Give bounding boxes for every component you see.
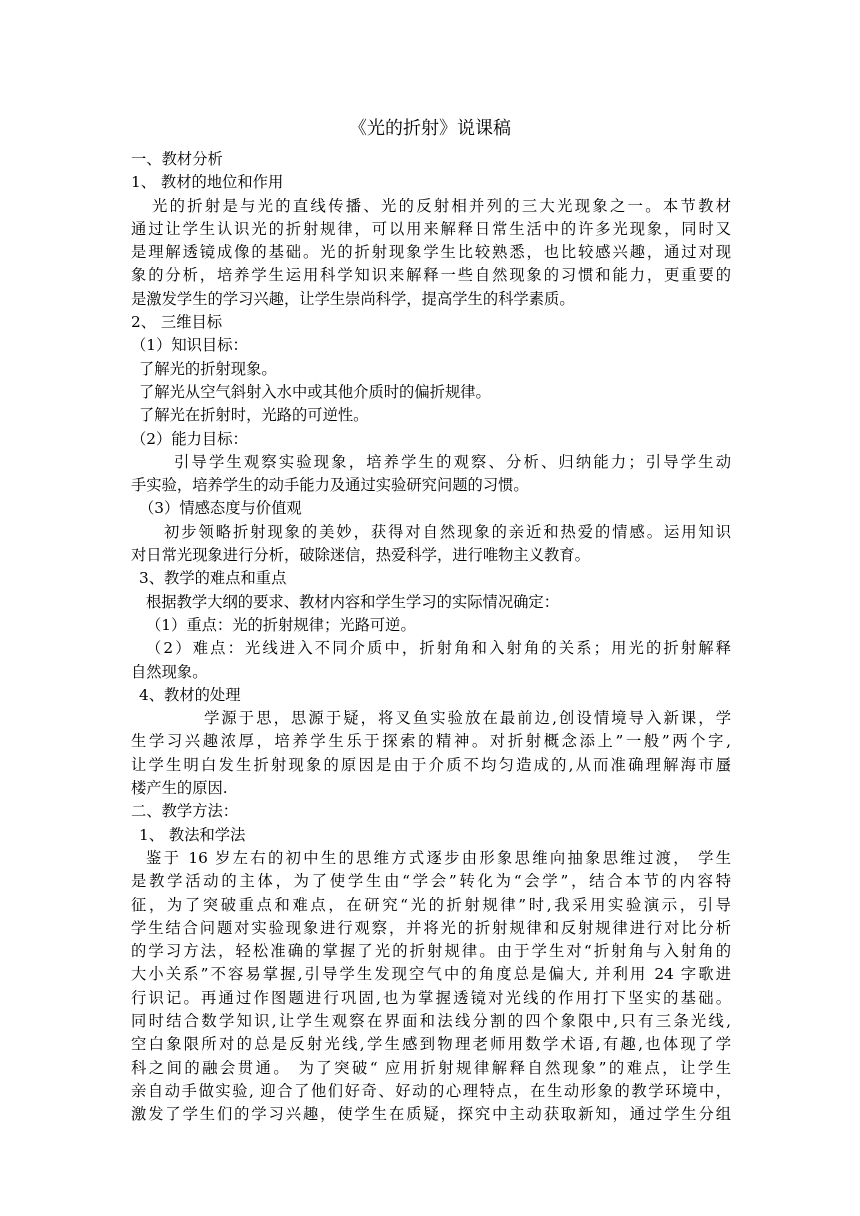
body-line: 一、教材分析 — [131, 150, 223, 168]
body-line: （1）重点：光的折射规律；光路可逆。 — [146, 615, 416, 634]
body-line: 引导学生观察实验现象，培养学生的观察、分析、归纳能力；引导学生动 — [174, 452, 731, 471]
document-body — [131, 148, 731, 1126]
body-line: 根据教学大纲的要求、教材内容和学生学习的实际情况确定： — [146, 592, 560, 611]
body-line: 1、 教法和学法 — [139, 825, 246, 844]
body-line: 光的折射是与光的直线传播、光的反射相并列的三大光现象之一。本节教材 — [152, 196, 731, 215]
body-line: 大小关系”不容易掌握,引导学生发现空气中的角度总是偏大, 并利用 24 字歌进 — [131, 965, 731, 984]
document-title: 《光的折射》说课稿 — [349, 118, 511, 139]
body-line: 自然现象。 — [131, 662, 208, 681]
body-line: 了解光的折射现象。 — [139, 359, 277, 378]
body-line: 学生结合问题对实验现象进行观察，并将光的折射规律和反射规律进行对比分析 — [131, 918, 731, 937]
body-line: 楼产生的原因. — [131, 779, 228, 798]
body-line: 激发了学生们的学习兴趣，使学生在质疑，探究中主动获取新知，通过学生分组 — [131, 1105, 731, 1124]
body-line: 征，为了突破重点和难点，在研究“光的折射规律”时,我采用实验演示，引导 — [131, 895, 731, 914]
body-line: 学源于思，思源于疑，将叉鱼实验放在最前边,创设情境导入新课，学 — [204, 709, 731, 728]
body-line: 鉴于 16 岁左右的初中生的思维方式逐步由形象思维向抽象思维过渡， 学生 — [146, 848, 731, 867]
body-line: 3、教学的难点和重点 — [139, 569, 287, 588]
body-line: 是教学活动的主体，为了使学生由“学会”转化为“会学”，结合本节的内容特 — [131, 872, 731, 891]
body-line: 让学生明白发生折射现象的原因是由于介质不均匀造成的,从而准确理解海市蜃 — [131, 755, 731, 774]
body-line: 通过让学生认识光的折射规律，可以用来解释日常生活中的许多光现象，同时又 — [131, 219, 731, 238]
body-line: 了解光在折射时，光路的可逆性。 — [139, 406, 369, 425]
body-line: 象的分析，培养学生运用科学知识来解释一些自然现象的习惯和能力，更重要的 — [131, 266, 731, 285]
body-line: 二、教学方法： — [131, 802, 239, 821]
body-line: 亲自动手做实验, 迎合了他们好奇、好动的心理特点，在生动形象的教学环境中， — [131, 1081, 731, 1100]
body-line: 空白象限所对的总是反射光线,学生感到物理老师用数学术语,有趣,也体现了学 — [131, 1035, 731, 1054]
body-line: 了解光从空气斜射入水中或其他介质时的偏折规律。 — [139, 382, 491, 401]
body-line: 对日常光现象进行分析，破除迷信，热爱科学，进行唯物主义教育。 — [131, 546, 590, 565]
body-line: （3）情感态度与价值观 — [139, 499, 302, 518]
body-line: 是激发学生的学习兴趣，让学生崇尚科学，提高学生的科学素质。 — [131, 289, 575, 308]
body-line: 生学习兴趣浓厚，培养学生乐于探索的精神。对折射概念添上”一般”两个字, — [131, 732, 731, 751]
body-line: 的学习方法，轻松准确的掌握了光的折射规律。由于学生对“折射角与入射角的 — [131, 942, 731, 961]
body-line: 同时结合数学知识,让学生观察在界面和法线分割的四个象限中,只有三条光线, — [131, 1011, 731, 1030]
body-line: 4、教材的处理 — [139, 685, 241, 704]
body-line: 1、 教材的地位和作用 — [131, 173, 284, 192]
body-line: 行识记。再通过作图题进行巩固,也为掌握透镜对光线的作用打下坚实的基础。 — [131, 988, 731, 1007]
body-line: （2）能力目标： — [131, 429, 248, 448]
body-line: 初步领略折射现象的美妙，获得对自然现象的亲近和热爱的情感。运用知识 — [164, 522, 731, 541]
body-line: （1）知识目标： — [131, 336, 248, 355]
body-line: 是理解透镜成像的基础。光的折射现象学生比较熟悉，也比较感兴趣，通过对现 — [131, 243, 731, 262]
body-line: （2）难点：光线进入不同介质中，折射角和入射角的关系；用光的折射解释 — [146, 639, 731, 658]
body-line: 2、 三维目标 — [131, 313, 223, 332]
body-line: 科之间的融会贯通。 为了突破“ 应用折射规律解释自然现象”的难点，让学生 — [131, 1058, 731, 1077]
body-line: 手实验，培养学生的动手能力及通过实验研究问题的习惯。 — [131, 476, 529, 495]
